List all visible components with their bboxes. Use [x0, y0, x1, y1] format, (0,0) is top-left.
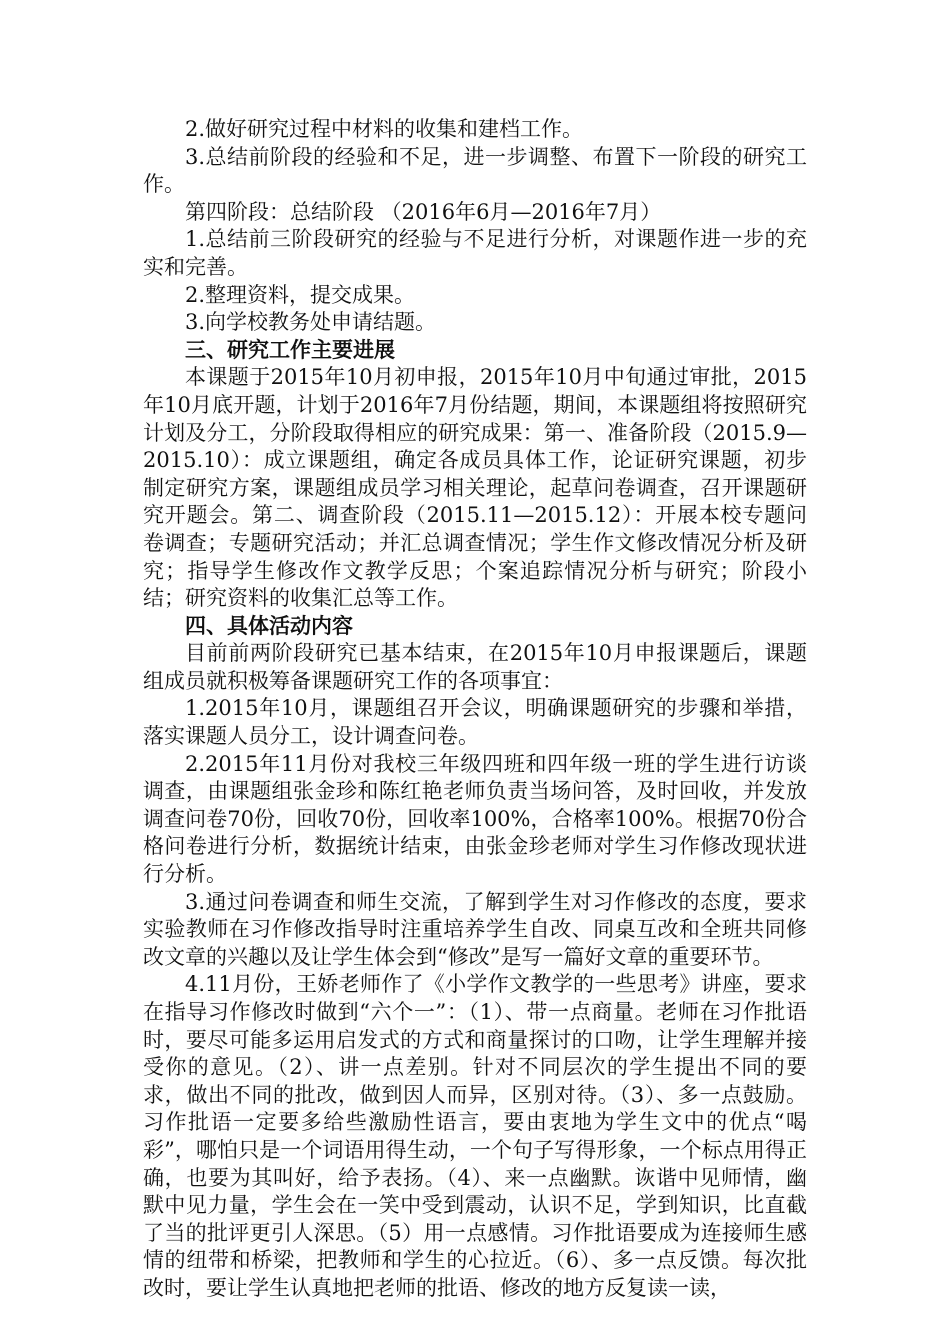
section-heading-progress: 三、研究工作主要进展 — [185, 337, 395, 362]
stage-four-title: 第四阶段：总结阶段 （2016年6月—2016年7月） — [185, 199, 662, 224]
paragraph: 2.做好研究过程中材料的收集和建档工作。 — [185, 117, 584, 141]
paragraph: 目前前两阶段研究已基本结束，在2015年10月申报课题后，课题组成员就积极筹备课题研究工作的各项事宜： — [143, 641, 807, 693]
document-page — [143, 116, 807, 1303]
paragraph: 4.11月份，王娇老师作了《小学作文教学的一些思考》讲座，要求在指导习作修改时做到“六个一”：（1）、带一点商量。老师在习作批语时，要尽可能多运用启发式的方式和商量探讨的口吻，让学生理解并接受你的意见。（2）、讲一点差别。针对不同层次的学生提出不同的要求，做出不同的批改，做到因人而异，区别对待。（3）、多一点鼓励。习作批语一定要多给些激励性语言，要由衷地为学生文中的优点“喝彩”，哪怕只是一个词语用得生动，一个句子写得形象，一个标点用得正确，也要为其叫好，给予表扬。（4）、来一点幽默。诙谐中见师情，幽默中见力量，学生会在一笑中受到震动，认识不足，学到知识，比直截了当的批评更引人深思。（5）用一点感情。习作批语要成为连接师生感情的纽带和桥梁，把教师和学生的心拉近。（6）、多一点反馈。每次批改时，要让学生认真地把老师的批语、修改的地方反复读一读， — [143, 972, 807, 1300]
paragraph: 2.整理资料，提交成果。 — [185, 282, 416, 307]
paragraph: 本课题于2015年10月初申报，2015年10月中旬通过审批，2015年10月底开题，计划于2016年7月份结题，期间，本课题组将按照研究计划及分工，分阶段取得相应的研究成果：第一、准备阶段（2015.9—2015.10）：成立课题组，确定各成员具体工作，论证研究课题，初步制定研究方案，课题组成员学习相关理论，起草问卷调查，召开课题研究开题会。第二、调查阶段（2015.11—2015.12）：开展本校专题问卷调查；专题研究活动；并汇总调查情况；学生作文修改情况分析及研究；指导学生修改作文教学反思；个案追踪情况分析与研究；阶段小结；研究资料的收集汇总等工作。 — [143, 365, 807, 611]
paragraph: 1.2015年10月，课题组召开会议，明确课题研究的步骤和举措，落实课题人员分工，设计调查问卷。 — [143, 696, 807, 749]
paragraph: 3.总结前阶段的经验和不足，进一步调整、布置下一阶段的研究工作。 — [143, 144, 807, 197]
section-heading-activities: 四、具体活动内容 — [185, 613, 353, 638]
paragraph: 3.通过问卷调查和师生交流，了解到学生对习作修改的态度，要求实验教师在习作修改指导时注重培养学生自改、同桌互改和全班共同修改文章的兴趣以及让学生体会到“修改”是写一篇好文章的重要环节。 — [143, 889, 807, 969]
paragraph: 2.2015年11月份对我校三年级四班和四年级一班的学生进行访谈调查，由课题组张金珍和陈红艳老师负责当场问答，及时回收，并发放调查问卷70份，回收70份，回收率100%，合格率100%。根据70份合格问卷进行分析，数据统计结束，由张金珍老师对学生习作修改现状进行分析。 — [143, 751, 807, 887]
paragraph: 1.总结前三阶段研究的经验与不足进行分析，对课题作进一步的充实和完善。 — [143, 227, 807, 279]
paragraph: 3.向学校教务处申请结题。 — [185, 310, 437, 335]
